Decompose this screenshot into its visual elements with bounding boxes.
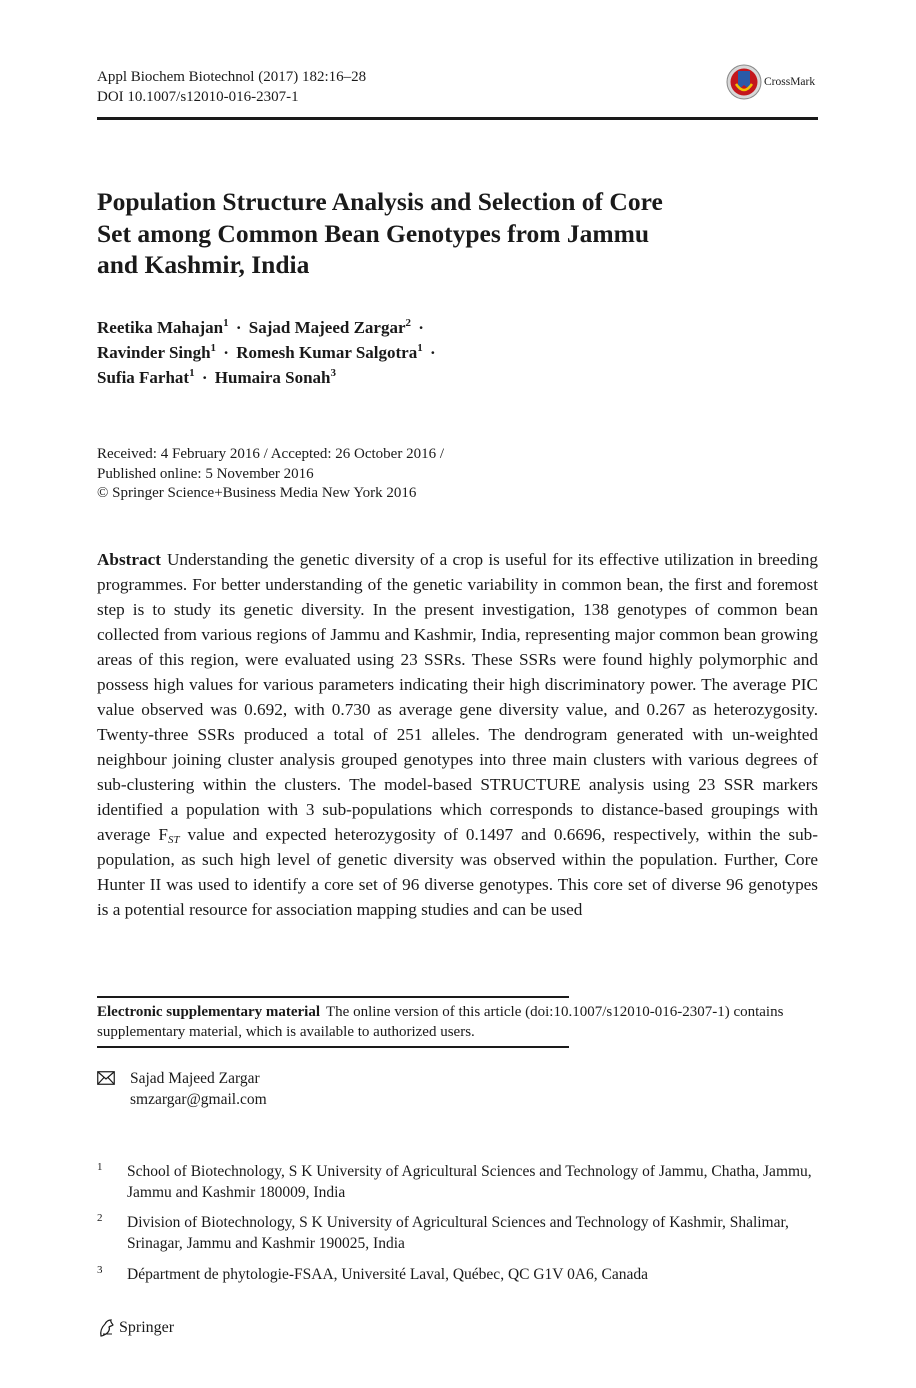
abstract-label: Abstract: [97, 550, 161, 569]
publication-dates: [97, 445, 444, 504]
title-line-1: Population Structure Analysis and Selection of Core: [97, 187, 663, 216]
title-line-2: Set among Common Bean Genotypes from Jammu: [97, 218, 650, 248]
corresponding-author: [97, 1068, 267, 1110]
copyright-line: © Springer Science+Business Media New York 2016: [97, 485, 417, 501]
author-name[interactable]: Sajad Majeed Zargar: [248, 318, 406, 337]
publisher-name: Springer: [119, 1319, 175, 1336]
author-name[interactable]: Reetika Mahajan: [97, 318, 224, 337]
author-affiliation-marker: 3: [330, 367, 336, 379]
journal-header: [97, 67, 366, 107]
envelope-icon: [97, 1071, 115, 1085]
author-affiliation-marker: 2: [405, 317, 412, 329]
author-name[interactable]: Romesh Kumar Salgotra: [236, 343, 418, 362]
author-affiliation-marker: 1: [189, 367, 195, 379]
author-separator: ·: [201, 368, 208, 387]
author-separator: ·: [429, 343, 436, 362]
author-name[interactable]: Humaira Sonah: [214, 368, 331, 387]
paper-title: [97, 186, 737, 281]
affiliation-number: 1: [97, 1161, 103, 1173]
author-line-1: [97, 315, 439, 340]
corresponding-author-name: Sajad Majeed Zargar: [130, 1070, 260, 1087]
author-line-2: [97, 340, 439, 365]
journal-citation: Appl Biochem Biotechnol (2017) 182:16–28: [97, 69, 367, 85]
published-online-line: Published online: 5 November 2016: [97, 465, 314, 482]
abstract: [97, 547, 818, 922]
publisher-footer: [97, 1318, 174, 1338]
title-line-3: and Kashmir, India: [97, 250, 310, 279]
affiliation-text: School of Biotechnology, S K University of Agricultural Sciences and Technology of Jammu, Chatha, Jammu, Jammu and Kashmir 180009, India: [127, 1163, 812, 1201]
affiliation-text: Division of Biotechnology, S K University of Agricultural Sciences and Technology of Kashmir, Shalimar, Srinagar, Jammu and Kashmir 190025, India: [127, 1214, 789, 1252]
abstract-text-part-1: Understanding the genetic diversity of a crop is useful for its effective utilization in breeding programmes. For better understanding of the genetic variability in common bean, the first and foremost step is to study its genetic diversity. In the present investigation, 138 genotypes of common bean collected from various regions of Jammu and Kashmir, India, representing major common bean growing areas of this region, were evaluated using 23 SSRs. These SSRs were found highly polymorphic and possess high values for various parameters indicating their high discriminatory power. The average PIC value observed was 0.692, with 0.730 as average gene diversity value, and 0.267 as heterozygosity. Twenty-three SSRs produced a total of 251 alleles. The dendrogram generated with un-weighted neighbour joining cluster analysis grouped genotypes into three main clusters with various degrees of sub-clustering within the clusters. The model-based STRUCTURE analysis using 23 SSR markers identified a population with 3 sub-populations which corresponds to distance-based groupings with average F: [97, 550, 818, 844]
author-separator: ·: [235, 318, 242, 337]
crossmark-badge[interactable]: [726, 64, 815, 100]
doi[interactable]: DOI 10.1007/s12010-016-2307-1: [97, 89, 299, 105]
esm-text[interactable]: The online version of this article (doi:10.1007/s12010-016-2307-1) contains supplementary material, which is available to authorized users.: [97, 1004, 784, 1040]
author-name[interactable]: Ravinder Singh: [97, 343, 211, 362]
author-line-3: [97, 365, 439, 390]
supplementary-material-note: [97, 1002, 818, 1042]
author-list: [97, 315, 439, 390]
fst-subscript: ST: [167, 834, 180, 846]
header-rule: [97, 117, 818, 120]
footnote-rule-bottom: [97, 1046, 569, 1048]
author-affiliation-marker: 1: [417, 342, 423, 354]
corresponding-author-email[interactable]: smzargar@gmail.com: [130, 1091, 267, 1108]
author-affiliation-marker: 1: [210, 342, 217, 354]
affiliation-1: [97, 1161, 818, 1203]
affiliation-number: 3: [97, 1264, 103, 1276]
crossmark-label: CrossMark: [764, 76, 816, 88]
author-separator: ·: [223, 343, 229, 362]
affiliation-text: Départment de phytologie-FSAA, Université Laval, Québec, QC G1V 0A6, Canada: [127, 1266, 648, 1283]
author-separator: ·: [418, 318, 424, 337]
affiliation-2: [97, 1212, 818, 1254]
author-affiliation-marker: 1: [223, 317, 229, 329]
affiliation-number: 2: [97, 1212, 103, 1224]
affiliation-3: [97, 1264, 818, 1285]
author-name[interactable]: Sufia Farhat: [97, 368, 190, 387]
crossmark-icon: [726, 64, 762, 100]
abstract-text-part-2: value and expected heterozygosity of 0.1497 and 0.6696, respectively, within the sub-population, as such high level of genetic diversity was observed within the population. Further, Core Hunter II was used to identify a core set of 96 diverse genotypes. This core set of diverse 96 genotypes is a potential resource for association mapping studies and can be used: [97, 825, 818, 919]
springer-horse-icon: [97, 1318, 117, 1338]
esm-label: Electronic supplementary material: [97, 1004, 321, 1020]
received-accepted-line: Received: 4 February 2016 / Accepted: 26 October 2016 /: [97, 446, 444, 462]
footnote-rule-top: [97, 996, 569, 998]
